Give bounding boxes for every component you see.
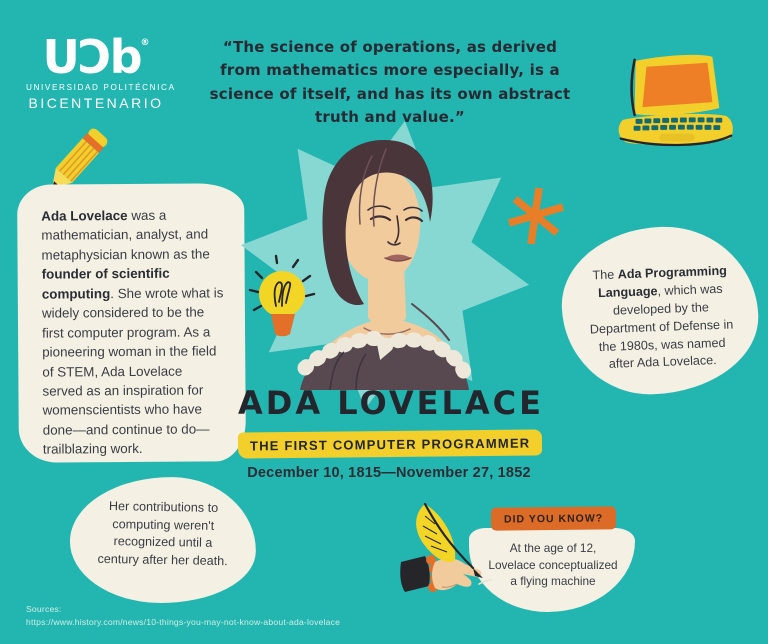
life-dates: December 10, 1815—November 27, 1852 bbox=[247, 465, 531, 481]
sources-label: Sources: bbox=[26, 604, 62, 614]
upb-logo-line1: UNIVERSIDAD POLITÉCNICA bbox=[26, 83, 176, 92]
asterisk-icon bbox=[505, 185, 567, 247]
upb-logo-line2: BICENTENARIO bbox=[28, 95, 164, 111]
contributions-text: Her contributions to computing weren't recognized until a century after her death. bbox=[97, 499, 228, 569]
subtitle-banner: THE FIRST COMPUTER PROGRAMMER bbox=[238, 429, 543, 458]
did-you-know-banner: DID YOU KNOW? bbox=[491, 506, 616, 530]
page-title: ADA LOVELACE bbox=[238, 384, 544, 422]
headline-block bbox=[238, 384, 544, 481]
quote-text: “The science of operations, as derived from mathematics more especially, is a science of itself, and has its own abstract truth and value.” bbox=[209, 38, 571, 126]
sources-url: https://www.history.com/news/10-things-you-may-not-know-about-ada-lovelace bbox=[26, 616, 341, 627]
registered-mark: ® bbox=[140, 38, 150, 48]
bio-card bbox=[17, 183, 246, 463]
bio-bold-founder: founder of scientific computing bbox=[41, 266, 170, 302]
bio-text: Ada Lovelace was a mathematician, analyst, and metaphysician known as the founder of scientific computing. She wrote what is widely considered to be the first computer program. As a pioneering woman in the field of STEM, Ada Lovelace served as an inspiration for womenscientists who have done—and continue to do—trailblazing work. bbox=[41, 207, 224, 457]
did-you-know-text: At the age of 12, Lovelace conceptualized a flying machine bbox=[488, 541, 618, 589]
upb-logo-wordmark: UƆb® bbox=[42, 30, 150, 84]
ada-language-text: The Ada Programming Language, which was developed by the Department of Defense in the 1980s, was named after Ada Lovelace. bbox=[589, 263, 734, 372]
contributions-card bbox=[69, 475, 257, 604]
bio-bold-name: Ada Lovelace bbox=[41, 208, 128, 224]
quill-hand-icon bbox=[395, 502, 505, 606]
ada-language-card bbox=[559, 224, 761, 398]
upb-logo bbox=[26, 30, 176, 111]
lightbulb-icon bbox=[246, 250, 320, 344]
laptop-icon bbox=[610, 50, 738, 176]
sources-block bbox=[26, 603, 340, 629]
ada-language-bold: Ada Programming Language bbox=[597, 263, 728, 301]
